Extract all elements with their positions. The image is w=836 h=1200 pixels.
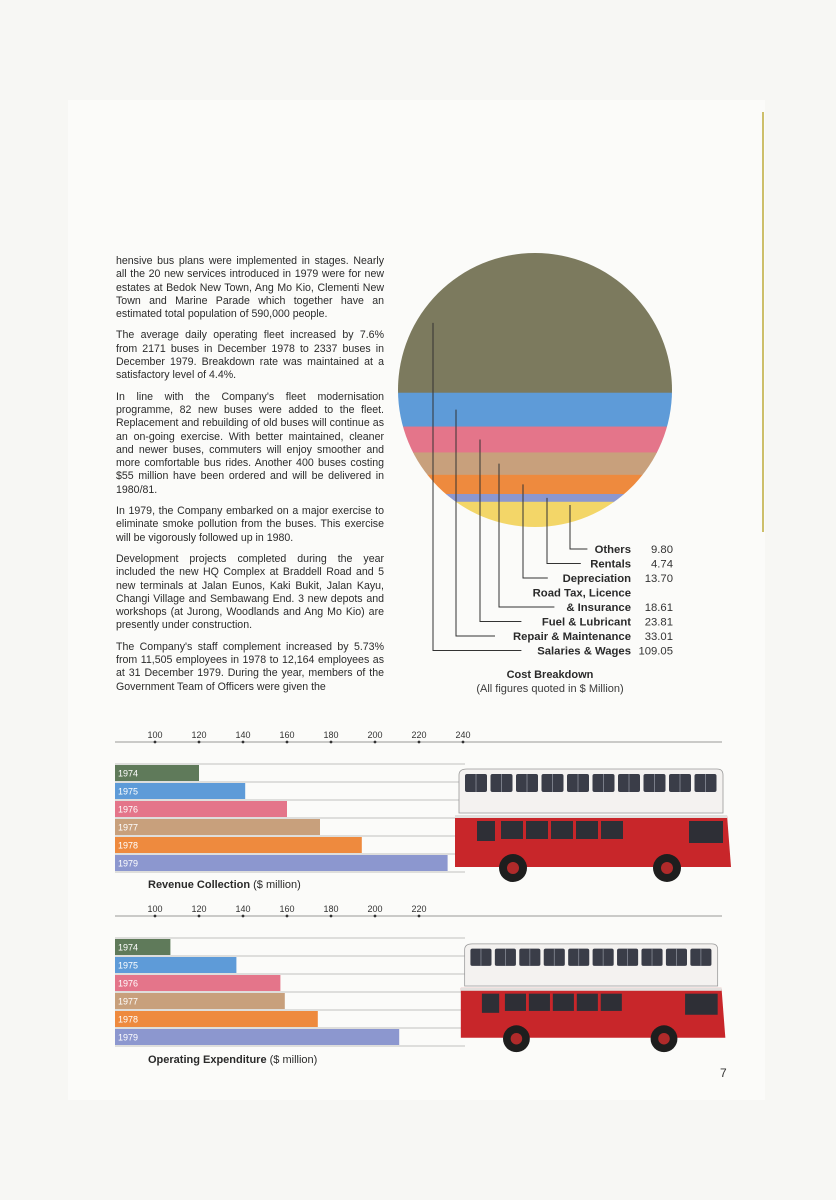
bus-window — [551, 821, 573, 839]
pie-value-label: 9.80 — [651, 544, 673, 556]
revenue-caption-title: Revenue Collection — [148, 879, 251, 891]
expenditure-caption-title: Operating Expenditure — [148, 1054, 267, 1066]
bar — [115, 993, 285, 1009]
bus-hubcap — [511, 1033, 523, 1045]
cost-caption — [420, 668, 680, 696]
bus-hubcap — [661, 862, 673, 874]
bus-window — [577, 994, 598, 1011]
pie-label: Depreciation — [562, 573, 631, 585]
x-tick-mark — [286, 741, 289, 744]
bus-door — [477, 821, 495, 841]
x-tick-label: 120 — [191, 904, 207, 914]
bar — [115, 975, 280, 991]
paragraph: In line with the Company's fleet modernisation programme, 82 new buses were added to the fleet. Replacement and rebuilding of old buses will continue as an on-going exercise. With better maintained, cleaner and newer buses, commuters will enjoy smoother and more comfortable bus rides. Another 400 buses costing $55 million have been ordered and will be delivered in 1980/81. — [116, 390, 384, 496]
pie-label: & Insurance — [566, 602, 631, 614]
x-tick-label: 220 — [411, 730, 427, 740]
category-label: 1978 — [118, 1014, 139, 1025]
body-text — [116, 255, 384, 702]
paragraph: Development projects completed during the year included the new HQ Complex at Braddell Road and 5 new terminals at Jalan Eunos, Kaki Bukit, Jalan Kayu, Changi Village and Sembawang End. 3 new depots and workshops (at Jurong, Woodlands and Ang Mo Kio) are presently under construction. — [116, 552, 384, 632]
category-label: 1977 — [118, 996, 139, 1007]
bus-window — [501, 821, 523, 839]
pie-label: Fuel & Lubricant — [541, 616, 631, 629]
pie-value-label: 23.81 — [644, 616, 673, 629]
x-tick-mark — [242, 741, 245, 744]
expenditure-caption — [148, 1054, 317, 1066]
x-tick-label: 200 — [367, 730, 383, 740]
bus-door — [482, 994, 499, 1013]
bar — [115, 855, 448, 871]
x-tick-mark — [154, 741, 157, 744]
bus-stripe — [461, 988, 722, 991]
pie-label: Rentals — [590, 558, 631, 571]
pie-value-label: 33.01 — [644, 631, 673, 643]
pie-slice — [398, 427, 672, 453]
bar — [115, 819, 320, 835]
double-decker-bus-illustration — [455, 940, 735, 1055]
paragraph: hensive bus plans were implemented in stages. Nearly all the 20 new services introduced in 1979 were for new estates at Bedok New Town, Ang Mo Kio, Clementi New Town and Marine Parade which together have an estimated total population of 590,000 people. — [116, 255, 384, 321]
revenue-caption — [148, 879, 301, 891]
revenue-caption-unit: ($ million) — [253, 879, 301, 891]
page-edge-line — [762, 112, 764, 532]
x-tick-mark — [154, 915, 157, 918]
cost-breakdown-chart — [390, 250, 690, 660]
pie-value-label: 4.74 — [651, 558, 673, 571]
x-tick-label: 160 — [279, 904, 295, 914]
category-label: 1976 — [118, 804, 139, 815]
x-tick-label: 140 — [235, 904, 251, 914]
bus-window — [601, 994, 622, 1011]
x-tick-label: 200 — [367, 904, 383, 914]
pie-value-label: 18.61 — [644, 602, 673, 614]
expenditure-caption-unit: ($ million) — [269, 1054, 318, 1066]
x-tick-label: 140 — [235, 730, 251, 740]
bar — [115, 837, 362, 853]
category-label: 1978 — [118, 840, 139, 851]
page-number: 7 — [720, 1066, 727, 1080]
x-tick-mark — [198, 915, 201, 918]
bus-hubcap — [658, 1033, 670, 1045]
pie-label: Repair & Maintenance — [512, 631, 631, 643]
bar — [115, 801, 287, 817]
category-label: 1975 — [118, 960, 139, 971]
x-tick-mark — [462, 741, 465, 744]
pie-slice — [398, 393, 672, 427]
x-tick-label: 100 — [147, 904, 163, 914]
category-label: 1974 — [118, 942, 139, 953]
category-label: 1977 — [118, 822, 139, 833]
bus-window — [601, 821, 623, 839]
bus-hubcap — [507, 862, 519, 874]
x-tick-mark — [330, 915, 333, 918]
pie-slice — [398, 494, 672, 502]
cost-caption-title: Cost Breakdown — [506, 669, 594, 681]
x-tick-label: 180 — [323, 730, 339, 740]
bar — [115, 1011, 318, 1027]
paragraph: The average daily operating fleet increased by 7.6% from 2171 buses in December 1978 to 2337 buses in December 1979. Breakdown rate was maintained at a satisfactory level of 4.4%. — [116, 329, 384, 382]
pie-label: Salaries & Wages — [537, 645, 631, 658]
pie-slice — [398, 502, 672, 528]
category-label: 1975 — [118, 786, 139, 797]
bus-stripe — [455, 815, 727, 818]
double-decker-bus-illustration — [455, 765, 735, 885]
category-label: 1974 — [118, 768, 139, 779]
bus-window — [505, 994, 526, 1011]
pie-value-label: 13.70 — [644, 573, 673, 585]
bus-windscreen — [689, 821, 723, 843]
category-label: 1979 — [118, 858, 139, 869]
cost-caption-subtitle: (All figures quoted in $ Million) — [476, 683, 624, 695]
x-tick-label: 120 — [191, 730, 207, 740]
paragraph: In 1979, the Company embarked on a major exercise to eliminate smoke pollution from the buses. This exercise will be vigorously followed up in 1980. — [116, 505, 384, 544]
category-label: 1976 — [118, 978, 139, 989]
bus-windscreen — [685, 994, 718, 1015]
x-tick-mark — [418, 915, 421, 918]
pie-slice — [398, 452, 672, 475]
x-tick-mark — [374, 741, 377, 744]
bus-window — [576, 821, 598, 839]
pie-value-label: 109.05 — [638, 645, 673, 658]
pie-label: Others — [594, 544, 631, 556]
pie-slice — [398, 475, 672, 495]
pie-slice — [398, 253, 672, 393]
x-tick-label: 160 — [279, 730, 295, 740]
paragraph: The Company's staff complement increased by 5.73% from 11,505 employees in 1978 to 12,164 employees as at 31 December 1979. During the year, members of the Government Team of Officers were given the — [116, 640, 384, 693]
x-tick-mark — [242, 915, 245, 918]
bus-window — [553, 994, 574, 1011]
pie-label: Road Tax, Licence — [532, 587, 631, 600]
x-tick-mark — [374, 915, 377, 918]
x-tick-label: 220 — [411, 904, 427, 914]
x-tick-label: 180 — [323, 904, 339, 914]
bar — [115, 1029, 399, 1045]
bus-window — [526, 821, 548, 839]
x-tick-mark — [286, 915, 289, 918]
bus-window — [529, 994, 550, 1011]
x-tick-mark — [330, 741, 333, 744]
x-tick-label: 100 — [147, 730, 163, 740]
x-tick-mark — [418, 741, 421, 744]
x-tick-mark — [198, 741, 201, 744]
category-label: 1979 — [118, 1032, 139, 1043]
x-tick-label: 240 — [455, 730, 471, 740]
